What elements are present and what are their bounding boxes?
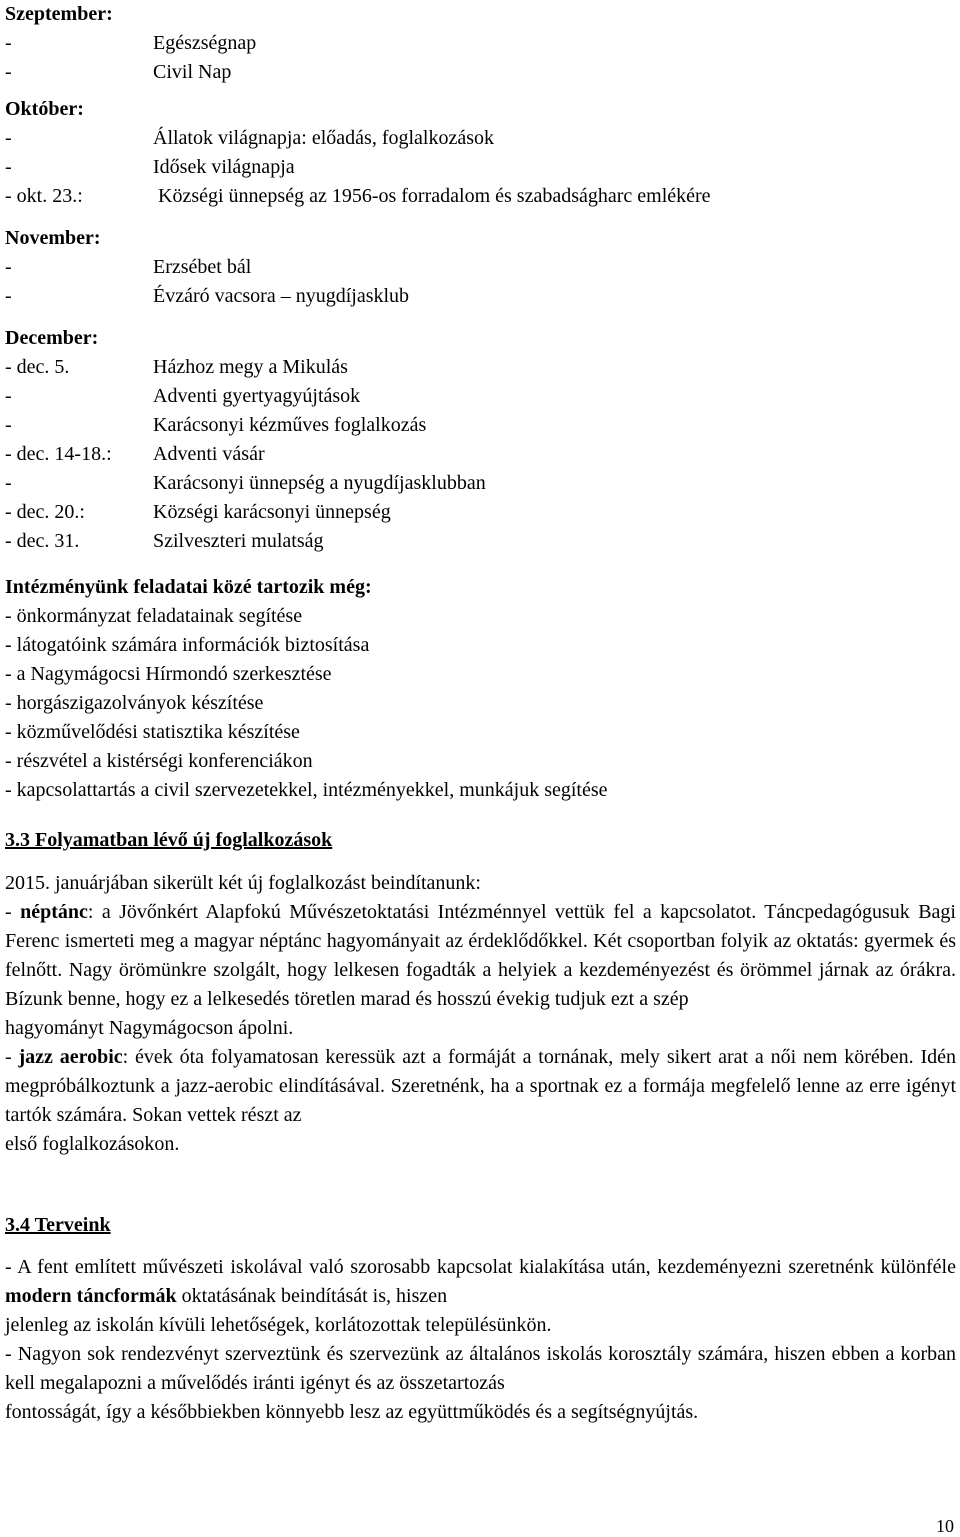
event-row: [5, 29, 956, 58]
september-section: [5, 0, 956, 87]
neptanc-term: néptánc: [20, 901, 88, 923]
plans-term: modern táncformák: [5, 1285, 177, 1307]
event-prefix: -: [5, 127, 12, 149]
event-text: Községi karácsonyi ünnepség: [153, 501, 391, 523]
jazz-term: jazz aerobic: [18, 1046, 123, 1068]
event-row: [5, 153, 956, 182]
event-prefix: - okt. 23.:: [5, 185, 83, 207]
event-row: [5, 440, 956, 469]
intro-paragraph: 2015. januárjában sikerült két új foglalkozást beindítanunk:: [5, 872, 481, 894]
plans-1-last-line: jelenleg az iskolán kívüli lehetőségek, korlátozottak településünkön.: [5, 1314, 552, 1336]
event-row: [5, 498, 956, 527]
event-prefix: -: [5, 256, 12, 278]
event-prefix: -: [5, 32, 12, 54]
event-row: [5, 253, 956, 282]
event-row: [5, 469, 956, 498]
event-text: Karácsonyi ünnepség a nyugdíjasklubban: [153, 472, 486, 494]
dash: -: [5, 1046, 19, 1068]
tasks-section: [5, 573, 956, 805]
task-item: - a Nagymágocsi Hírmondó szerkesztése: [5, 663, 332, 685]
tasks-heading: Intézményünk feladatai közé tartozik még:: [5, 576, 372, 598]
page-number: 10: [936, 1516, 954, 1536]
event-text: Idősek világnapja: [153, 156, 295, 178]
october-section: [5, 95, 956, 211]
dash: -: [5, 901, 21, 923]
jazz-text: : évek óta folyamatosan keressük azt a formáját a tornának, mely sikert arat a női nem körében. Idén megpróbálkoztunk a jazz-aerobic elindításával. Szeretnénk, ha a sportnak ez a formája megfelelő lenne az erre igényt tartók számára. Sokan vettek részt az: [5, 1046, 956, 1126]
section-3-3: [5, 826, 956, 855]
plans-text-after: oktatásának beindítását is, hiszen: [176, 1285, 448, 1307]
jazz-paragraph: [5, 1043, 956, 1130]
plans-2-text: - Nagyon sok rendezvényt szerveztünk és szervezünk az általános iskolás korosztály számára, hiszen ebben a korban kell megalapozni a művelődés iránti igényt és az összetartozás: [5, 1343, 956, 1394]
plans-paragraph-2: [5, 1340, 956, 1398]
neptanc-paragraph: [5, 898, 956, 1014]
event-prefix: - dec. 14-18.:: [5, 443, 112, 465]
event-prefix: -: [5, 61, 12, 83]
event-prefix: -: [5, 472, 12, 494]
event-row: [5, 527, 956, 556]
event-row: [5, 382, 956, 411]
neptanc-text: : a Jövőnkért Alapfokú Művészetoktatási Intézménnyel vettük fel a kapcsolatot. Táncpedagógusuk Bagi Ferenc ismerteti meg a magyar néptánc hagyományait az érdeklődőkkel. Két csoportban folyik az oktatás: gyermek és felnőtt. Nagy örömünkre szolgált, hogy lelkesen fogadták a helyiek a kezdeményezést és örömmel járnak az órákra. Bízunk benne, hogy ez a lelkesedés töretlen marad és hosszú évekig tudjuk ezt a szép: [5, 901, 956, 1010]
section-3-3-body: [5, 869, 956, 1159]
event-text: Adventi vásár: [153, 443, 265, 465]
event-text: Évzáró vacsora – nyugdíjasklub: [153, 285, 410, 307]
neptanc-last-line: hagyományt Nagymágocson ápolni.: [5, 1017, 294, 1039]
event-row: [5, 353, 956, 382]
event-text: Állatok világnapja: előadás, foglalkozások: [153, 127, 495, 149]
jazz-last-line: első foglalkozásokon.: [5, 1133, 180, 1155]
event-text: Házhoz megy a Mikulás: [153, 356, 348, 378]
november-section: [5, 224, 956, 311]
december-section: [5, 324, 956, 556]
event-text: Karácsonyi kézműves foglalkozás: [153, 414, 427, 436]
section-title: [5, 826, 956, 855]
event-row: [5, 411, 956, 440]
task-item: - közművelődési statisztika készítése: [5, 721, 300, 743]
event-text: Községi ünnepség az 1956-os forradalom és szabadságharc emlékére: [158, 185, 711, 207]
event-text: Egészségnap: [153, 32, 257, 54]
section-3-4: [5, 1211, 956, 1240]
event-text: Szilveszteri mulatság: [153, 530, 324, 552]
section-3-4-body: [5, 1253, 956, 1427]
section-title-text: 3.3 Folyamatban lévő új foglalkozások: [5, 829, 333, 851]
task-item: - kapcsolattartás a civil szervezetekkel, intézményekkel, munkájuk segítése: [5, 779, 608, 801]
event-prefix: - dec. 5.: [5, 356, 70, 378]
task-item: - horgászigazolványok készítése: [5, 692, 264, 714]
task-item: - önkormányzat feladatainak segítése: [5, 605, 303, 627]
event-row: [5, 124, 956, 153]
plans-paragraph-1: [5, 1253, 956, 1311]
section-title-text: 3.4 Terveink: [5, 1214, 111, 1236]
event-row: [5, 58, 956, 87]
event-text: Civil Nap: [153, 61, 232, 83]
task-item: - részvétel a kistérségi konferenciákon: [5, 750, 313, 772]
event-prefix: -: [5, 156, 12, 178]
event-row: [5, 182, 956, 211]
event-text: Adventi gyertyagyújtások: [153, 385, 361, 407]
event-prefix: - dec. 20.:: [5, 501, 85, 523]
event-prefix: - dec. 31.: [5, 530, 80, 552]
event-prefix: -: [5, 385, 12, 407]
event-prefix: -: [5, 414, 12, 436]
event-row: [5, 282, 956, 311]
plans-text-before: - A fent említett művészeti iskolával való szorosabb kapcsolat kialakítása után, kezdeményezni szeretnénk különféle: [5, 1256, 956, 1278]
month-heading-november: November:: [5, 227, 101, 249]
month-heading-december: December:: [5, 327, 99, 349]
event-prefix: -: [5, 285, 12, 307]
section-title: [5, 1211, 956, 1240]
event-text: Erzsébet bál: [153, 256, 252, 278]
task-item: - látogatóink számára információk biztosítása: [5, 634, 370, 656]
month-heading-september: Szeptember:: [5, 3, 113, 25]
month-heading-october: Október:: [5, 98, 84, 120]
plans-2-last-line: fontosságát, így a későbbiekben könnyebb lesz az együttműködés és a segítségnyújtás.: [5, 1401, 699, 1423]
